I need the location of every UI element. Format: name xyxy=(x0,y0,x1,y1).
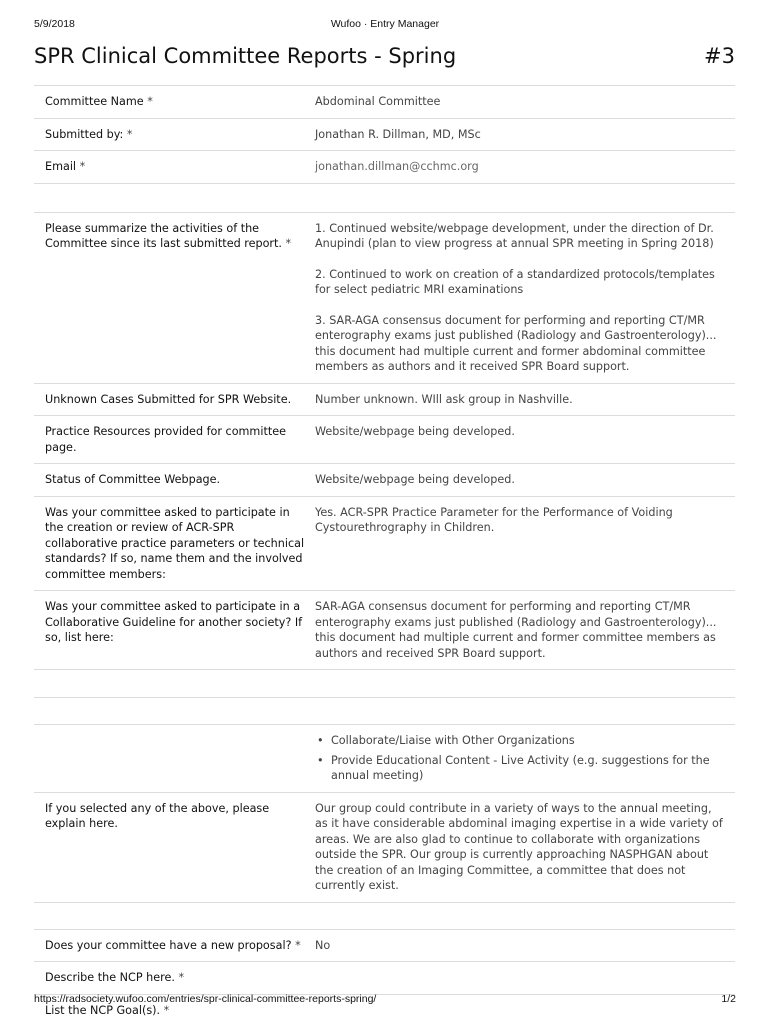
field-row-new-proposal xyxy=(34,929,735,962)
field-value xyxy=(305,213,735,383)
required-marker: * xyxy=(295,939,301,952)
field-value xyxy=(305,962,735,994)
required-marker: * xyxy=(147,95,153,108)
entry-number: #3 xyxy=(704,44,735,68)
field-row-selected-options xyxy=(34,724,735,792)
required-marker: * xyxy=(80,160,86,173)
field-label: Status of Committee Webpage. xyxy=(34,464,305,496)
field-row-collab-guideline xyxy=(34,590,735,669)
field-label: Please summarize the activities of the Committee since its last submitted report. * xyxy=(34,213,305,383)
field-row-submitted-by xyxy=(34,118,735,151)
required-marker: * xyxy=(127,128,133,141)
field-row-committee-name xyxy=(34,85,735,118)
field-label: Describe the NCP here. * xyxy=(34,962,305,994)
empty-row xyxy=(34,902,735,929)
print-date: 5/9/2018 xyxy=(34,18,75,30)
list-item: • Provide Educational Content - Live Activity (e.g. suggestions for the annual meeting) xyxy=(315,753,725,784)
field-label: If you selected any of the above, please explain here. xyxy=(34,793,305,902)
field-row-ncp-describe xyxy=(34,961,735,994)
field-row-acr-spr xyxy=(34,496,735,591)
empty-row xyxy=(34,697,735,724)
field-value: Abdominal Committee xyxy=(305,86,735,118)
field-value: Number unknown. WIll ask group in Nashville. xyxy=(305,384,735,416)
field-label: Unknown Cases Submitted for SPR Website. xyxy=(34,384,305,416)
field-label: Does your committee have a new proposal? * xyxy=(34,930,305,962)
field-value: Yes. ACR-SPR Practice Parameter for the Performance of Voiding Cystourethrography in Children. xyxy=(305,497,735,591)
field-value xyxy=(305,725,735,792)
print-header xyxy=(0,18,770,32)
field-value: SAR-AGA consensus document for performing and reporting CT/MR enterography exams just published (Radiology and Gastroenterology)... this document had multiple current and former committee members as authors and received SPR Board support. xyxy=(305,591,735,669)
field-row-unknown-cases xyxy=(34,383,735,416)
field-row-practice-resources xyxy=(34,415,735,463)
empty-row xyxy=(34,183,735,212)
entry-fields-table xyxy=(34,85,735,1026)
field-value: Website/webpage being developed. xyxy=(305,464,735,496)
activity-paragraph: 1. Continued website/webpage development, under the direction of Dr. Anupindi (plan to view progress at annual SPR meeting in Spring 2018) xyxy=(315,221,725,252)
print-footer xyxy=(0,993,770,1007)
entry-title: SPR Clinical Committee Reports - Spring xyxy=(34,44,456,68)
print-page-title: Wufoo · Entry Manager xyxy=(0,18,770,30)
empty-row xyxy=(34,669,735,697)
field-value: Website/webpage being developed. xyxy=(305,416,735,463)
required-marker: * xyxy=(178,971,184,984)
field-label: Was your committee asked to participate in a Collaborative Guideline for another society? If so, list here: xyxy=(34,591,305,669)
activity-paragraph: 2. Continued to work on creation of a standardized protocols/templates for select pediatric MRI examinations xyxy=(315,267,725,298)
required-marker: * xyxy=(164,1004,170,1017)
field-label: Email * xyxy=(34,151,305,183)
field-label: Practice Resources provided for committee page. xyxy=(34,416,305,463)
field-row-email xyxy=(34,150,735,183)
page-number: 1/2 xyxy=(721,993,736,1005)
activity-paragraph: 3. SAR-AGA consensus document for performing and reporting CT/MR enterography exams just published (Radiology and Gastroenterology)... this document had multiple current and former abdominal committee members as authors and it received SPR Board support. xyxy=(315,313,725,375)
email-link[interactable]: jonathan.dillman@cchmc.org xyxy=(305,151,735,183)
field-value: Jonathan R. Dillman, MD, MSc xyxy=(305,119,735,151)
print-url: https://radsociety.wufoo.com/entries/spr-clinical-committee-reports-spring/ xyxy=(34,993,376,1005)
field-row-webpage-status xyxy=(34,463,735,496)
required-marker: * xyxy=(286,237,292,250)
field-value: Our group could contribute in a variety of ways to the annual meeting, as it have considerable abdominal imaging expertise in a wide variety of areas. We are also glad to continue to collaborate with organizations outside the SPR. Our group is currently approaching NASPHGAN about the creation of an Imaging Committee, a committee that does not currently exist. xyxy=(305,793,735,902)
field-label: List the NCP Goal(s). * xyxy=(34,995,305,1026)
field-value: No xyxy=(305,930,735,962)
selected-options-list xyxy=(315,733,725,784)
field-row-explain xyxy=(34,792,735,902)
field-row-activities xyxy=(34,212,735,383)
field-label: Was your committee asked to participate in the creation or review of ACR-SPR collaborative practice parameters or technical standards? If so, name them and the involved committee members: xyxy=(34,497,305,591)
field-label: Committee Name * xyxy=(34,86,305,118)
field-label: Submitted by: * xyxy=(34,119,305,151)
list-item: • Collaborate/Liaise with Other Organizations xyxy=(315,733,725,749)
